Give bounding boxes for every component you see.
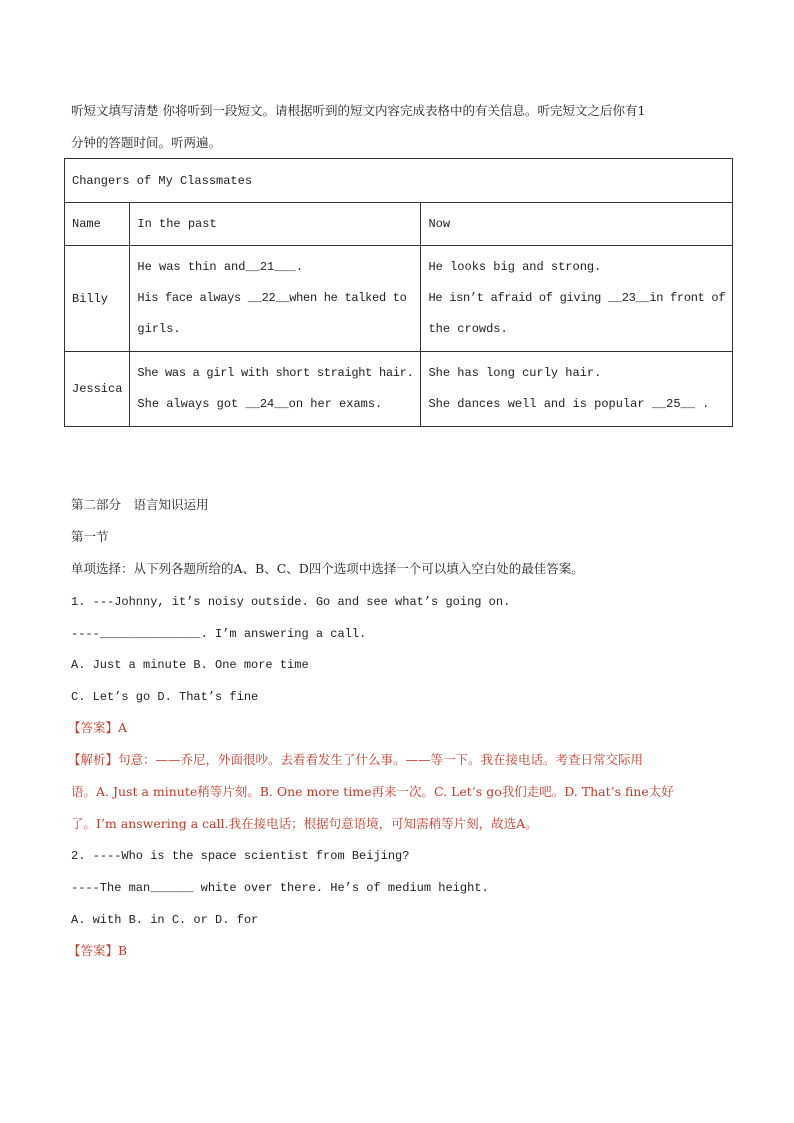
past-line: She was a girl with short straight hair. — [137, 366, 414, 380]
past-line: She always got __24__on her exams. — [137, 397, 383, 411]
q1-options-ab: A. Just a minute B. One more time — [71, 658, 309, 672]
section-part-heading: 第二部分 语言知识运用 — [71, 497, 209, 512]
row-now-billy — [421, 246, 733, 352]
table-row — [65, 246, 733, 352]
row-name-billy: Billy — [65, 246, 130, 352]
q2-answer — [68, 943, 127, 959]
row-name-jessica: Jessica — [65, 352, 130, 427]
answer-label: 【答案】 — [68, 943, 119, 958]
past-line: He was thin and__21___. — [137, 260, 304, 274]
q2-options: A. with B. in C. or D. for — [71, 913, 259, 927]
now-line: She has long curly hair. — [428, 366, 602, 380]
table-title: Changers of My Classmates — [65, 159, 733, 203]
intro-line-1: 听短文填写清楚 你将听到一段短文。请根据听到的短文内容完成表格中的有关信息。听完短文之后你有1 — [71, 103, 646, 118]
row-now-jessica — [421, 352, 733, 427]
row-past-jessica — [130, 352, 421, 427]
section-subsection-heading: 第一节 — [71, 529, 109, 544]
header-past: In the past — [130, 203, 421, 246]
analysis-label: 【解析】 — [68, 752, 119, 767]
answer-value: A — [118, 720, 128, 735]
past-line: girls. — [137, 322, 181, 336]
now-line: He looks big and strong. — [428, 260, 602, 274]
q2-stem-2: ----The man______ white over there. He’s of medium height. — [71, 881, 489, 895]
q1-stem-2: ----______________. I’m answering a call. — [71, 627, 367, 641]
header-now: Now — [421, 203, 733, 246]
q1-options-cd: C. Let’s go D. That’s fine — [71, 690, 259, 704]
table-row — [65, 352, 733, 427]
row-past-billy — [130, 246, 421, 352]
q2-stem-1: 2. ----Who is the space scientist from Beijing? — [71, 849, 410, 863]
now-line: He isn’t afraid of giving __23__in front of — [428, 291, 726, 305]
answer-value: B — [118, 943, 128, 958]
q1-answer — [68, 720, 127, 736]
header-name: Name — [65, 203, 130, 246]
answer-label: 【答案】 — [68, 720, 119, 735]
intro-line-2: 分钟的答题时间。听两遍。 — [71, 135, 222, 150]
now-line: She dances well and is popular __25__ . — [428, 397, 710, 411]
q1-analysis-2: 语。A. Just a minute稍等片刻。B. One more time再来一次。C. Let’s go我们走吧。D. That’s fine太好 — [71, 784, 674, 799]
analysis-text: 句意：——乔尼，外面很吵。去看看发生了什么事。——等一下。我在接电话。考查日常交际用 — [118, 752, 644, 767]
section-instruction: 单项选择：从下列各题所给的A、B、C、D四个选项中选择一个可以填入空白处的最佳答案。 — [71, 561, 584, 576]
classmates-table — [64, 158, 733, 427]
past-line: His face always __22__when he talked to — [137, 291, 407, 305]
q1-stem-1: 1. ---Johnny, it’s noisy outside. Go and see what’s going on. — [71, 595, 511, 609]
q1-analysis-1 — [68, 752, 643, 768]
q1-analysis-3: 了。I’m answering a call.我在接电话；根据句意语境，可知需稍等片刻，故选A。 — [71, 816, 538, 831]
now-line: the crowds. — [428, 322, 508, 336]
